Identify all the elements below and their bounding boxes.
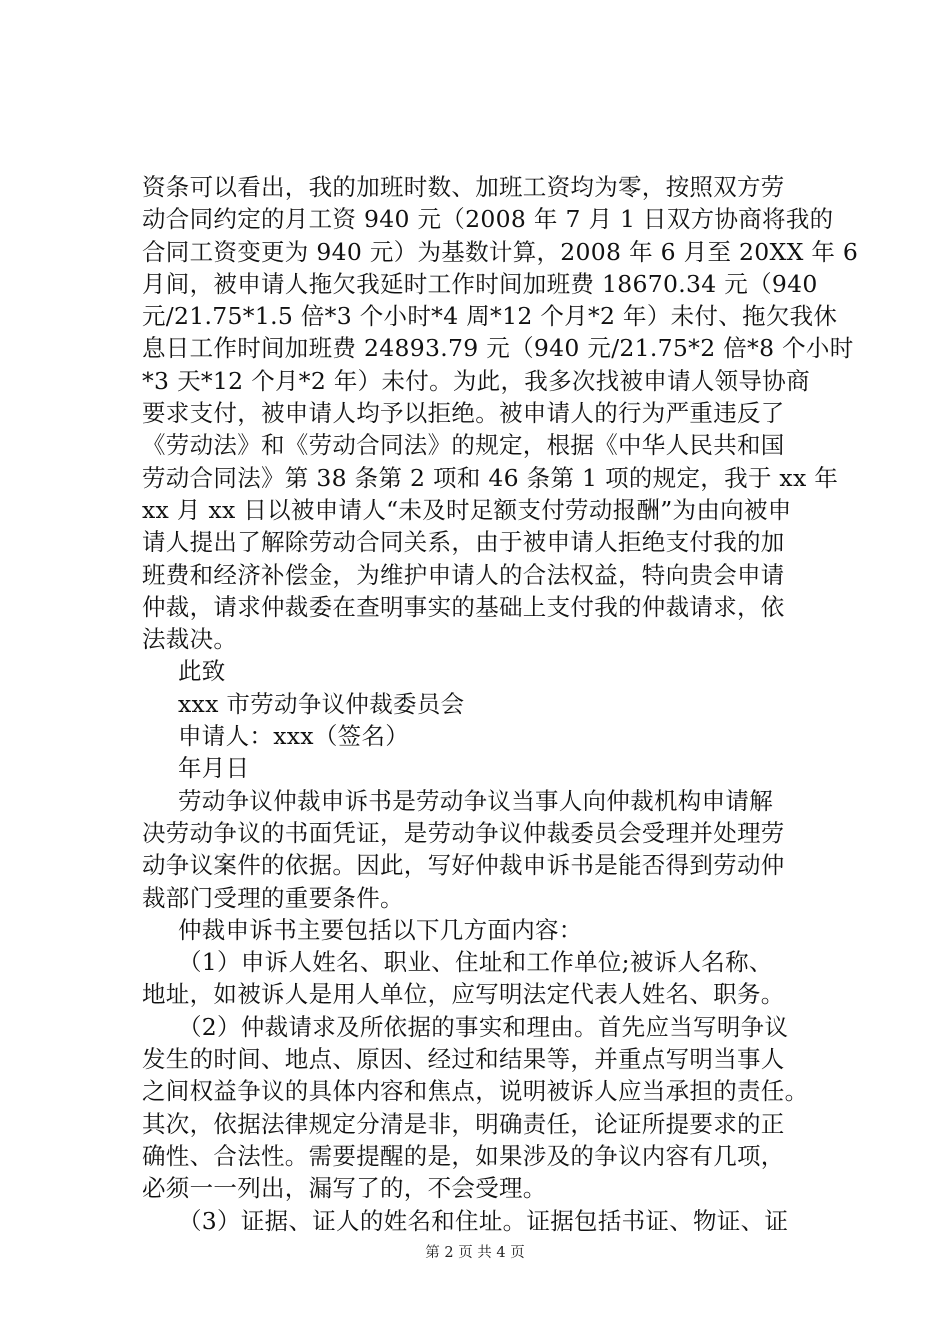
text-line: 资条可以看出，我的加班时数、加班工资均为零，按照双方劳	[142, 173, 785, 201]
text-line: 《劳动法》和《劳动合同法》的规定，根据《中华人民共和国	[142, 431, 785, 460]
applicant-signature-line: 申请人：xxx（签名）	[178, 722, 410, 751]
salutation-line: 此致	[178, 657, 226, 686]
text-line: 其次，依据法律规定分清是非，明确责任，论证所提要求的正	[142, 1109, 785, 1138]
recipient-line: xxx 市劳动争议仲裁委员会	[178, 689, 465, 718]
text-line: 元/21.75*1.5 倍*3 个小时*4 周*12 个月*2 年）未付、拖欠我休	[142, 302, 838, 331]
text-line: 确性、合法性。需要提醒的是，如果涉及的争议内容有几项，	[142, 1141, 785, 1170]
text-line: 合同工资变更为 940 元）为基数计算，2008 年 6 月至 20XX 年 6	[142, 237, 859, 266]
document-body	[142, 171, 859, 1237]
text-line: 班费和经济补偿金，为维护申请人的合法权益，特向贵会申请	[142, 560, 785, 589]
text-line: 劳动合同法》第 38 条第 2 项和 46 条第 1 项的规定，我于 xx 年	[142, 463, 839, 492]
text-line: 要求支付，被申请人均予以拒绝。被申请人的行为严重违反了	[142, 399, 785, 428]
list-item-2: （2）仲裁请求及所依据的事实和理由。首先应当写明争议	[178, 1012, 789, 1041]
text-line: 之间权益争议的具体内容和焦点，说明被诉人应当承担的责任。	[142, 1077, 809, 1106]
list-item-1: （1）申诉人姓名、职业、住址和工作单位;被诉人名称、	[178, 948, 773, 977]
text-line: xx 月 xx 日以被申请人“未及时足额支付劳动报酬”为由向被申	[142, 495, 792, 524]
text-line: 裁部门受理的重要条件。	[142, 883, 404, 912]
text-line: 动合同约定的月工资 940 元（2008 年 7 月 1 日双方协商将我的	[142, 205, 834, 234]
text-line: 仲裁申诉书主要包括以下几方面内容：	[178, 915, 583, 944]
text-line: 请人提出了解除劳动合同关系，由于被申请人拒绝支付我的加	[142, 528, 785, 557]
text-line: 劳动争议仲裁申诉书是劳动争议当事人向仲裁机构申请解	[178, 786, 773, 815]
text-line: 必须一一列出，漏写了的，不会受理。	[142, 1174, 547, 1203]
text-line: 仲裁，请求仲裁委在查明事实的基础上支付我的仲裁请求，依	[142, 592, 785, 621]
text-line: *3 天*12 个月*2 年）未付。为此，我多次找被申请人领导协商	[142, 366, 810, 395]
text-line: 决劳动争议的书面凭证，是劳动争议仲裁委员会受理并处理劳	[142, 818, 785, 847]
date-line: 年月日	[178, 754, 250, 783]
page-number: 第 2 页 共 4 页	[425, 1245, 525, 1261]
text-line: 地址，如被诉人是用人单位，应写明法定代表人姓名、职务。	[142, 980, 785, 1009]
text-line: 发生的时间、地点、原因、经过和结果等，并重点写明当事人	[142, 1045, 785, 1074]
list-item-3: （3）证据、证人的姓名和住址。证据包括书证、物证、证	[178, 1206, 789, 1235]
text-line: 法裁决。	[142, 625, 238, 654]
text-line: 月间，被申请人拖欠我延时工作时间加班费 18670.34 元（940	[142, 269, 818, 298]
text-line: 息日工作时间加班费 24893.79 元（940 元/21.75*2 倍*8 个小时	[142, 334, 854, 363]
text-line: 动争议案件的依据。因此，写好仲裁申诉书是能否得到劳动仲	[142, 851, 785, 880]
